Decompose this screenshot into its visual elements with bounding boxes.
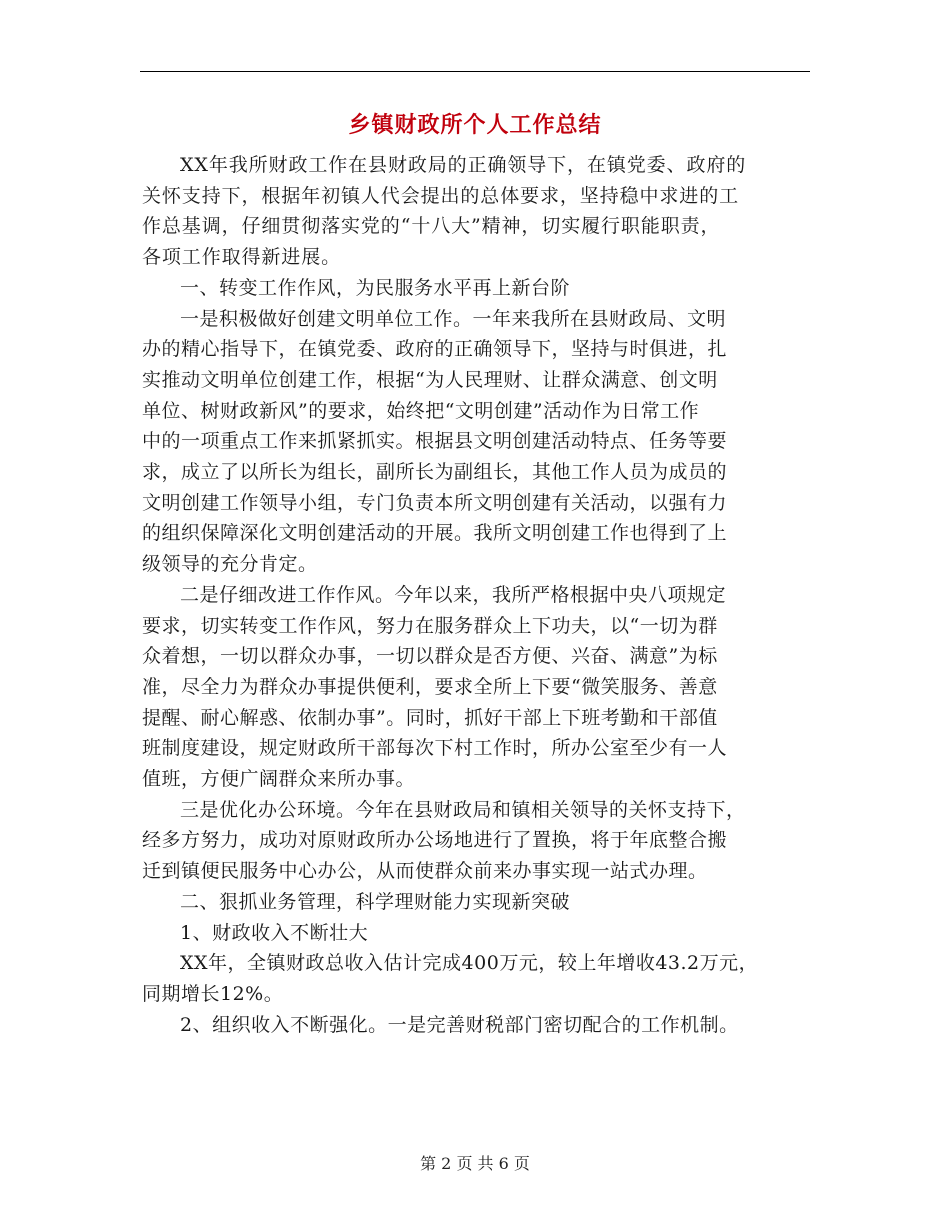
paragraph-intro: XX年我所财政工作在县财政局的正确领导下，在镇党委、政府的 关怀支持下，根据年初镇人代会提出的总体要求，坚持稳中求进的工 作总基调，仔细贯彻落实党的“十八大”精神，切实履行职能职责， 各项工作取得新进展。 <box>142 154 747 269</box>
section-heading-2: 二、狠抓业务管理，科学理财能力实现新突破 <box>180 890 571 913</box>
paragraph-revenue-figures: XX年，全镇财政总收入估计完成400万元，较上年增收43.2万元， 同期增长12%。 <box>142 952 759 1005</box>
document-title: 乡镇财政所个人工作总结 <box>348 113 602 138</box>
paragraph-work-style: 二是仔细改进工作作风。今年以来，我所严格根据中央八项规定 要求，切实转变工作作风，努力在服务群众上下功夫，以“一切为群 众着想，一切以群众办事，一切以群众是否方便、兴奋、满意”为标 准，尽全力为群众办事提供便利，要求全所上下要“微笑服务、善意 提醒、耐心解惑、依制办事”。同时，抓好干部上下班考勤和干部值 班制度建设，规定财政所干部每次下村工作时，所办公室至少有一人 值班，方便广阔群众来所办事。 <box>142 583 728 791</box>
section-heading-1: 一、转变工作作风，为民服务水平再上新台阶 <box>180 276 571 299</box>
paragraph-organize-revenue: 2、组织收入不断强化。一是完善财税部门密切配合的工作机制。 <box>180 1013 739 1036</box>
header-rule <box>140 71 810 72</box>
page-footer: 第 2 页 共 6 页 <box>420 1154 530 1173</box>
paragraph-civilization: 一是积极做好创建文明单位工作。一年来我所在县财政局、文明 办的精心指导下，在镇党委、政府的正确领导下，坚持与时俱进，扎 实推动文明单位创建工作，根据“为人民理财、让群众满意、创文明 单位、树财政新风”的要求，始终把“文明创建”活动作为日常工作 中的一项重点工作来抓紧抓实。根据县文明创建活动特点、任务等要 求，成立了以所长为组长，副所长为副组长，其他工作人员为成员的 文明创建工作领导小组，专门负责本所文明创建有关活动，以强有力 的组织保障深化文明创建活动的开展。我所文明创建工作也得到了上 级领导的充分肯定。 <box>142 307 728 576</box>
subheading-revenue-growth: 1、财政收入不断壮大 <box>180 921 369 944</box>
paragraph-office-environment: 三是优化办公环境。今年在县财政局和镇相关领导的关怀支持下， 经多方努力，成功对原财政所办公场地进行了置换，将于年底整合搬 迁到镇便民服务中心办公，从而使群众前来办事实现一站式办理。 <box>142 798 746 883</box>
document-body <box>142 150 810 1040</box>
